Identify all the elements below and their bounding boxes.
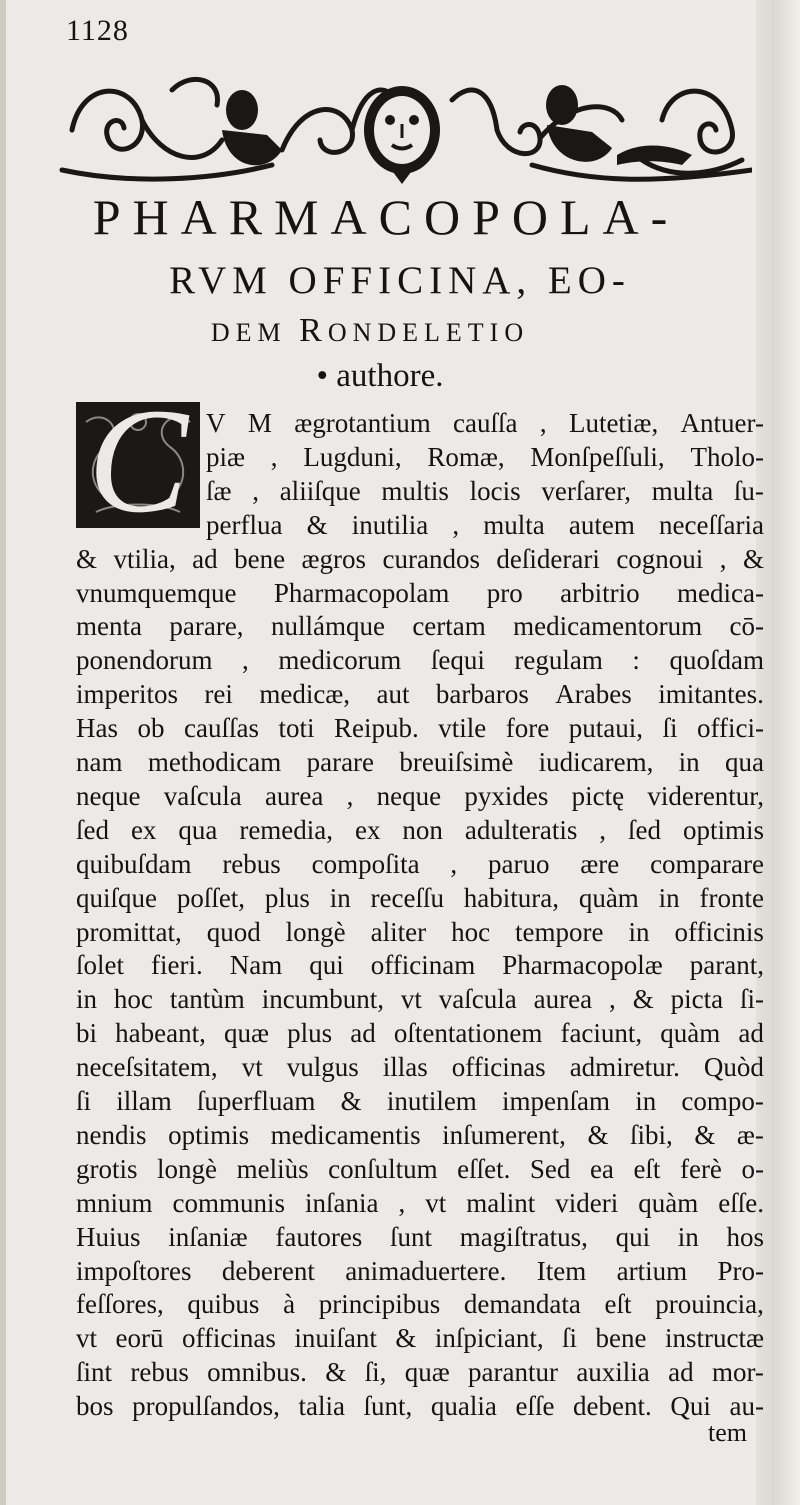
text-line: neceſsitatem, vt vulgus illas officinas admiretur. Quòd xyxy=(76,1052,764,1083)
title-line-3-part-b: ONDELETIO xyxy=(327,318,530,347)
title-line-3 xyxy=(0,312,770,350)
text-line: mnium communis inſania , vt malint videri quàm eſſe. xyxy=(76,1187,764,1218)
text-line: & vtilia, ad bene ægros curandos deſiderari cognoui , & xyxy=(76,543,764,574)
text-line: vt eorū officinas inuiſant & inſpiciant, ſi bene instructæ xyxy=(76,1323,764,1354)
text-line: quiſque poſſet, plus in receſſu habitura, quàm in fronte xyxy=(76,882,764,913)
text-line: nendis optimis medicamentis inſumerent, & ſibi, & æ- xyxy=(76,1119,764,1150)
text-line: nam methodicam parare breuiſsimè iudicarem, in qua xyxy=(76,747,764,777)
text-line: grotis longè meliùs conſultum eſſet. Sed ea eſt ferè o- xyxy=(76,1153,764,1184)
text-line: ſæ , aliiſque multis locis verſarer, multa ſu- xyxy=(206,475,764,506)
text-line: ſint rebus omnibus. & ſi, quæ parantur auxilia ad mor- xyxy=(76,1357,764,1388)
text-line: piæ , Lugduni, Romæ, Monſpeſſuli, Tholo- xyxy=(206,441,764,472)
text-line: feſſores, quibus à principibus demandata eſt prouincia, xyxy=(76,1289,764,1320)
text-line: ponendorum , medicorum ſequi regulam : quoſdam xyxy=(76,645,764,676)
text-line: menta parare, nullámque certam medicamentorum cō- xyxy=(76,611,764,642)
decorated-initial xyxy=(76,402,200,528)
text-line: V M ægrotantium cauſſa , Lutetiæ, Antuer- xyxy=(206,408,764,438)
text-line: Has ob cauſſas toti Reipub. vtile fore putaui, ſi offici- xyxy=(76,713,764,744)
text-line: vnumquemque Pharmacopolam pro arbitrio medica- xyxy=(76,577,764,608)
headpiece-ornament xyxy=(52,60,752,188)
title-line-1: PHARMACOPOLA- xyxy=(92,189,680,245)
text-line: bos propulſandos, talia ſunt, qualia eſſe debent. Qui au- xyxy=(76,1391,764,1422)
text-line: ſi illam ſuperfluam & inutilem impenſam in compo- xyxy=(76,1086,764,1116)
text-line: quibuſdam rebus compoſita , paruo ære comparare xyxy=(76,848,764,879)
text-line: Huius inſaniæ fautores ſunt magiſtratus, qui in hos xyxy=(76,1221,764,1252)
title-line-2: RVM OFFICINA, EO- xyxy=(169,259,631,302)
title-line-3-part-a: DEM xyxy=(210,318,300,347)
text-line: impoſtores deberent animaduertere. Item artium Pro- xyxy=(76,1255,764,1286)
text-line: in hoc tantùm incumbunt, vt vaſcula aurea , & picta ſi- xyxy=(76,984,764,1015)
text-line: promittat, quod longè aliter hoc tempore in officinis xyxy=(76,916,764,947)
text-line: neque vaſcula aurea , neque pyxides pictę viderentur, xyxy=(76,780,764,811)
title-line-4: • authore. xyxy=(316,358,444,394)
catchword: tem xyxy=(708,1418,747,1447)
initial-letter: C xyxy=(87,402,189,528)
page-number: 1128 xyxy=(66,14,129,47)
text-line: bi habeant, quæ plus ad oſtentationem faciunt, quàm ad xyxy=(76,1018,764,1049)
text-line: ſed ex qua remedia, ex non adulteratis , ſed optimis xyxy=(76,814,764,845)
text-line: perflua & inutilia , multa autem neceſſaria xyxy=(206,509,764,540)
text-line: imperitos rei medicæ, aut barbaros Arabes imitantes. xyxy=(76,679,764,710)
title-line-3-capital: R xyxy=(299,312,328,349)
text-line: ſolet fieri. Nam qui officinam Pharmacopolæ parant, xyxy=(76,950,764,981)
